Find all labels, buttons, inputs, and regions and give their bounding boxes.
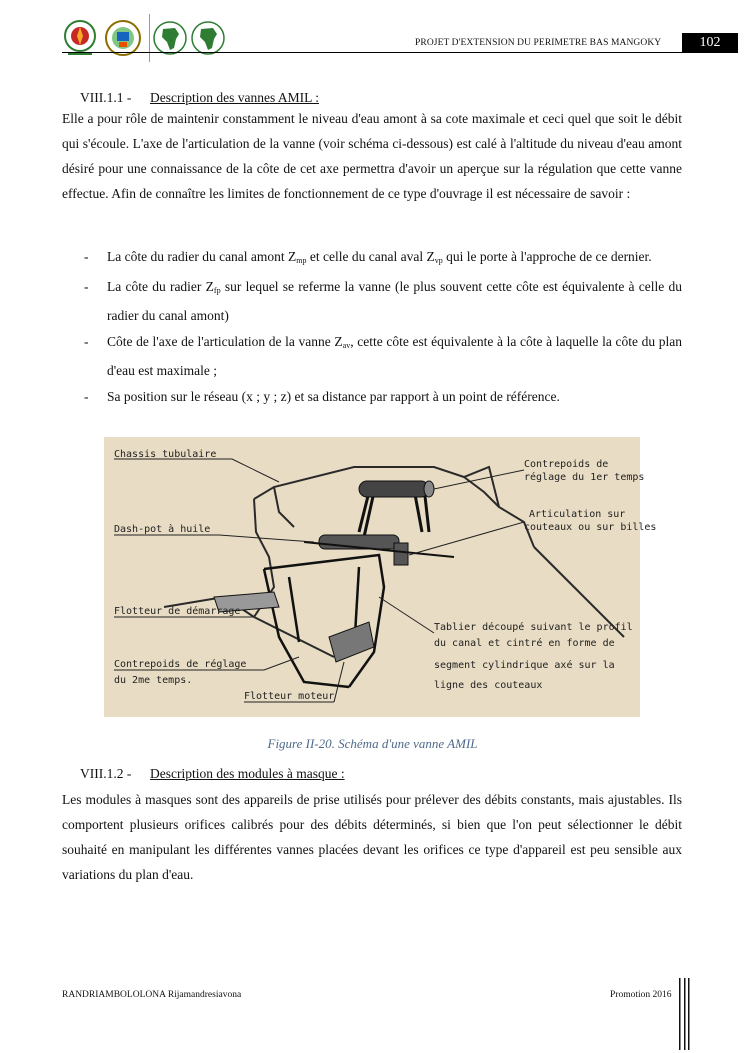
section-heading-amil: [80, 90, 319, 106]
logo-divider: [149, 14, 150, 62]
label-start-float: Flotteur de démarrage: [114, 606, 241, 617]
label-motor-float: Flotteur moteur: [244, 691, 335, 702]
footer-bars-decoration: [679, 978, 695, 1050]
label-counterweight-1b: réglage du 1er temps: [524, 472, 645, 483]
modules-description-paragraph: Les modules à masques sont des appareils de prise utilisés pour prélever des débits constants, mais ajustables. Ils comportent plusieurs orifices calibrés pour des débits déterminés, si bien que l'on peut sélectionner le débit souhaité en manipulant les différentes vannes placées devant les orifices ce type d'appareil est peu sensible aux variations du plan d'eau.: [62, 792, 682, 882]
section-number: VIII.1.2 -: [80, 766, 132, 781]
label-dashpot: Dash-pot à huile: [114, 524, 211, 535]
figure-caption: Figure II-20. Schéma d'une vanne AMIL: [267, 736, 478, 751]
label-counterweight-2b: du 2me temps.: [114, 675, 193, 686]
label-articulation-b: couteaux ou sur billes: [524, 522, 657, 533]
footer-promotion: Promotion 2016: [610, 990, 672, 1000]
label-counterweight-1: Contrepoids de: [524, 459, 609, 470]
label-articulation: Articulation sur: [529, 509, 626, 520]
page-number: 102: [682, 33, 738, 53]
counterweight-1: [359, 481, 434, 497]
label-apron-b: du canal et cintré en forme de: [434, 638, 615, 649]
list-item: - La côte du radier $Z_{fp}$ sur lequel se referme la vanne (le plus souvent cette côte est équivalente à celle du radier du canal amont): [84, 279, 683, 323]
list-item: - Sa position sur le réseau (x ; y ; z) et sa distance par rapport à un point de référence.: [84, 389, 560, 404]
header-rule: [62, 52, 682, 53]
amil-description-paragraph: Elle a pour rôle de maintenir constamment le niveau d'eau amont à sa cote maximale et ceci quel que soit le débit qui s'écoule. L'axe de l'articulation de la vanne (voir schéma ci-dessous) est calé à l'altitude du niveau d'eau amont désiré pour une connaissance de la côte de cet axe permettra d'avoir un aperçue sur la régulation que cette vanne effectue. Afin de connaître les limites de fonctionnement de ce type d'ouvrage il est nécessaire de savoir :: [62, 111, 682, 201]
label-apron-d: ligne des couteaux: [434, 680, 543, 691]
footer-author: RANDRIAMBOLOLONA Rijamandresiavona: [62, 990, 242, 1000]
section-title: Description des modules à masque :: [150, 766, 345, 781]
amil-gate-diagram: [104, 437, 657, 717]
section-title: Description des vannes AMIL :: [150, 90, 319, 105]
header-title: PROJET D'EXTENSION DU PERIMETRE BAS MANGOKY: [415, 38, 662, 48]
label-chassis: Chassis tubulaire: [114, 449, 217, 460]
label-apron-c: segment cylindrique axé sur la: [434, 660, 615, 671]
section-number: VIII.1.1 -: [80, 90, 132, 105]
label-counterweight-2: Contrepoids de réglage: [114, 659, 247, 670]
label-apron: Tablier découpé suivant le profil: [434, 622, 633, 633]
list-item: - La côte du radier du canal amont $Z_{mp}$ et celle du canal aval $Z_{vp}$ qui le porte à l'approche de ce dernier.: [84, 249, 652, 265]
section-heading-modules: [80, 766, 345, 782]
requirements-list: [62, 244, 682, 410]
list-item: - Côte de l'axe de l'articulation de la vanne $Z_{av}$, cette côte est équivalente à la côte à laquelle la côte du plan d'eau est maximale ;: [84, 334, 682, 378]
